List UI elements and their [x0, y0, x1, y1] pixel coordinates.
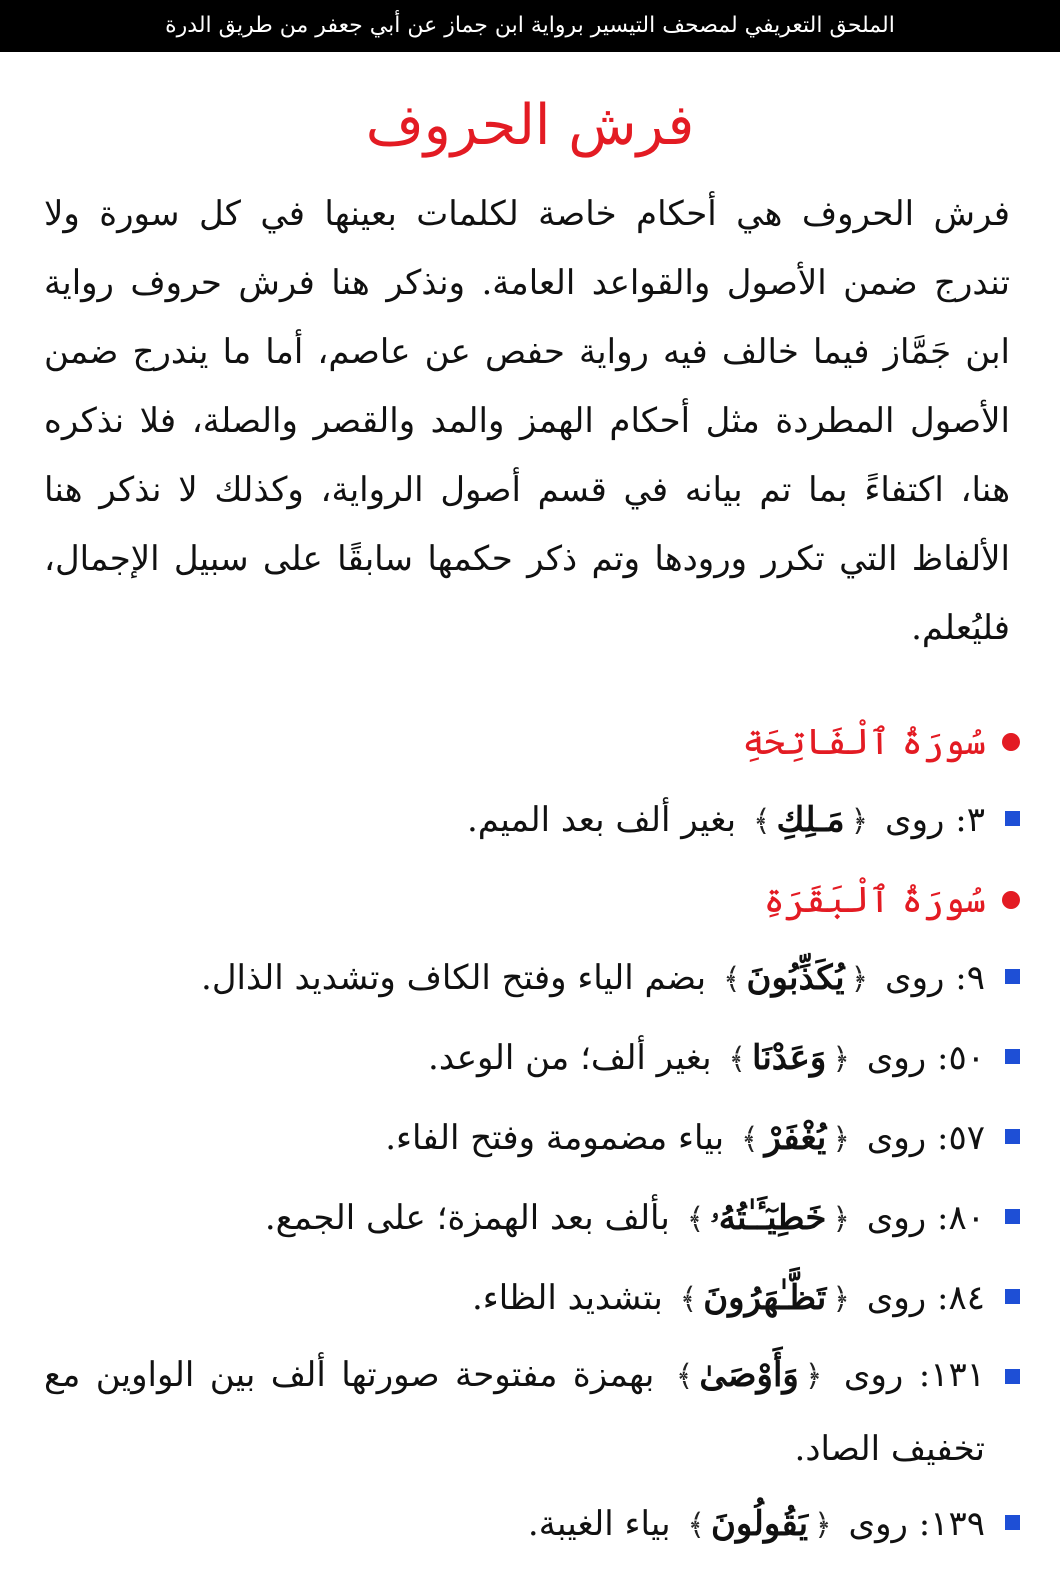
square-bullet-icon — [1005, 811, 1020, 826]
surah-heading-fatiha — [0, 703, 1020, 781]
verse-rule: بتشديد الظاء. — [471, 1278, 663, 1318]
verse-rule: بهمزة مفتوحة صورتها ألف بين الواوين مع تخفيف الصاد. — [44, 1355, 985, 1469]
verse-number: ٨٤: — [937, 1278, 985, 1318]
verse-item — [44, 1339, 1020, 1485]
ornament-open: ﴿ — [832, 1282, 850, 1317]
ornament-open: ﴿ — [832, 1042, 850, 1077]
ornament-open: ﴿ — [804, 1359, 823, 1394]
ornament-open: ﴿ — [850, 804, 869, 839]
quran-word: يُغْفَرْ — [764, 1118, 827, 1158]
verse-text — [44, 781, 985, 861]
ornament-close: ﴾ — [686, 1202, 705, 1237]
verse-item — [44, 1259, 1020, 1339]
verse-number: ٥٠: — [937, 1038, 985, 1078]
verse-text — [44, 1179, 985, 1259]
verse-number: ٥٧: — [937, 1118, 985, 1158]
surah-bullet-icon — [1002, 891, 1020, 909]
verse-item — [44, 939, 1020, 1019]
square-bullet-icon — [1005, 969, 1020, 984]
square-bullet-icon — [1005, 1369, 1020, 1384]
ornament-close: ﴾ — [687, 1508, 705, 1543]
ornament-close: ﴾ — [752, 804, 771, 839]
surah-heading-baqarah — [0, 861, 1020, 939]
intro-paragraph: فرش الحروف هي أحكام خاصة لكلمات بعينها في كل سورة ولا تندرج ضمن الأصول والقواعد العامة. ونذكر هنا فرش حروف رواية ابن جَمَّاز فيما خالف فيه رواية حفص عن عاصم، أما ما يندرج ضمن الأصول المطردة مثل أحكام الهمز والمد والقصر والصلة، فلا نذكره هنا، اكتفاءً بما تم بيانه في قسم أصول الرواية، وكذلك لا نذكر هنا الألفاظ التي تكرر ورودها وتم ذكر حكمها سابقًا على سبيل الإجمال، فليُعلم. — [44, 194, 1010, 648]
verse-text — [44, 1339, 985, 1485]
verse-lead: روى — [843, 1355, 904, 1395]
verse-item — [44, 1485, 1020, 1565]
verse-text — [44, 1485, 985, 1565]
quran-word: يُكَذِّبُونَ — [746, 958, 845, 998]
verse-number: ٣: — [955, 800, 985, 840]
verse-lead: روى — [885, 958, 945, 998]
ornament-open: ﴿ — [850, 962, 869, 997]
ornament-open: ﴿ — [832, 1202, 850, 1237]
verse-lead: روى — [885, 800, 945, 840]
verse-item — [44, 1099, 1020, 1179]
verse-rule: بغير ألف بعد الميم. — [466, 800, 737, 840]
verse-item — [44, 781, 1020, 861]
running-header — [0, 0, 1060, 52]
verse-number: ٨٠: — [937, 1198, 985, 1238]
verse-rule: بياء الغيبة. — [527, 1504, 671, 1544]
square-bullet-icon — [1005, 1129, 1020, 1144]
ornament-close: ﴾ — [728, 1042, 746, 1077]
page-title: فرش الحروف — [365, 93, 695, 158]
quran-word: مَـلِكِ — [776, 800, 845, 840]
quran-word: تَظَّـٰهَرُونَ — [703, 1278, 827, 1318]
square-bullet-icon — [1005, 1515, 1020, 1530]
verse-rule: بضم الياء وفتح الكاف وتشديد الذال. — [201, 958, 707, 998]
quran-word: خَطِيٓـَٔـٰتُهُۥ — [710, 1198, 827, 1238]
square-bullet-icon — [1005, 1209, 1020, 1224]
ornament-open: ﴿ — [832, 1122, 850, 1157]
ornament-close: ﴾ — [679, 1282, 698, 1317]
ornament-close: ﴾ — [722, 962, 741, 997]
verse-text — [44, 1099, 985, 1179]
verse-lead: روى — [866, 1038, 927, 1078]
verse-item — [44, 1019, 1020, 1099]
square-bullet-icon — [1005, 1049, 1020, 1064]
verse-text — [44, 939, 985, 1019]
surah-bullet-icon — [1002, 733, 1020, 751]
ornament-open: ﴿ — [814, 1508, 832, 1543]
quran-word: يَقُولُونَ — [710, 1504, 809, 1544]
verse-rule: بغير ألف؛ من الوعد. — [428, 1038, 712, 1078]
verse-lead: روى — [866, 1118, 927, 1158]
verse-lead: روى — [866, 1278, 927, 1318]
verse-list-fatiha — [0, 781, 1060, 861]
verse-text — [44, 1019, 985, 1099]
verse-rule: بياء مضمومة وفتح الفاء. — [385, 1118, 725, 1158]
ornament-close: ﴾ — [740, 1122, 759, 1157]
surah-title: سُورَةُ ٱلْفَاتِحَةِ — [742, 721, 986, 763]
ornament-close: ﴾ — [675, 1359, 694, 1394]
verse-lead: روى — [866, 1198, 927, 1238]
surah-title: سُورَةُ ٱلْبَقَرَةِ — [763, 879, 986, 921]
verse-item — [44, 1179, 1020, 1259]
verse-number: ١٣١: — [918, 1355, 985, 1395]
verse-number: ٩: — [955, 958, 985, 998]
verse-number: ١٣٩: — [918, 1504, 985, 1544]
running-header-text: الملحق التعريفي لمصحف التيسير برواية ابن جماز عن أبي جعفر من طريق الدرة — [165, 13, 895, 38]
verse-list-baqarah — [0, 939, 1060, 1565]
verse-lead: روى — [848, 1504, 908, 1544]
verse-rule: بألف بعد الهمزة؛ على الجمع. — [264, 1198, 670, 1238]
square-bullet-icon — [1005, 1289, 1020, 1304]
verse-text — [44, 1259, 985, 1339]
quran-word: وَعَدْنَا — [751, 1038, 827, 1078]
quran-word: وَأَوْصَىٰ — [699, 1355, 799, 1395]
